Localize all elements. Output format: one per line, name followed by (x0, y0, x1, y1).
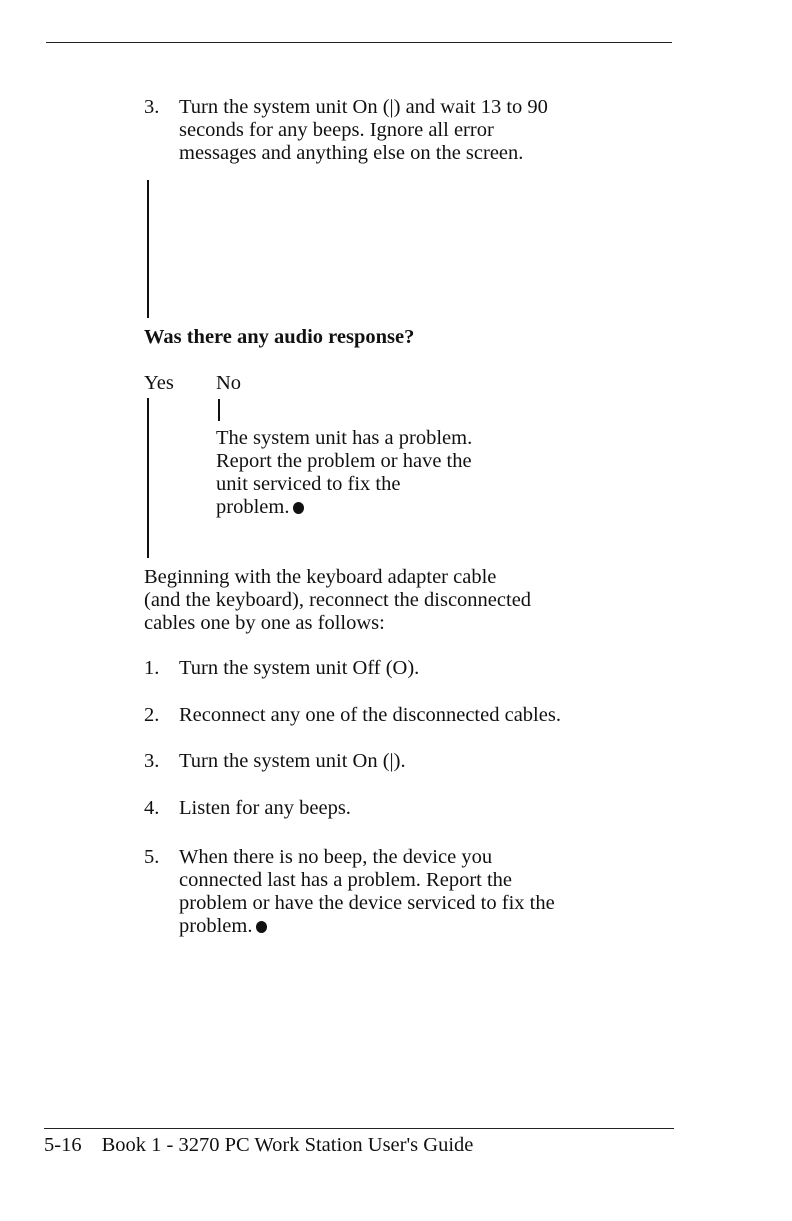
step-text: Turn the system unit Off (O). (179, 657, 420, 679)
no-branch-text (216, 427, 616, 519)
step-text-body: When there is no beep, the device you connected last has a problem. Report the problem or have the device serviced to fix the problem. (179, 846, 555, 937)
no-branch-message: The system unit has a problem. Report the problem or have the unit serviced to fix the problem. (216, 427, 473, 518)
step-number: 3. (144, 750, 160, 772)
step-number: 5. (144, 846, 160, 868)
step-text: Turn the system unit On (|). (179, 750, 406, 772)
step-text: Reconnect any one of the disconnected cables. (179, 704, 561, 726)
page-footer (44, 1134, 473, 1157)
book-title: Book 1 - 3270 PC Work Station User's Guide (101, 1134, 474, 1156)
step-number: 1. (144, 657, 160, 679)
answer-no-label: No (216, 372, 242, 394)
top-rule (46, 42, 672, 43)
end-bullet-icon (256, 921, 267, 933)
step-text (179, 846, 689, 938)
step-text: Listen for any beeps. (179, 797, 351, 819)
bottom-rule (44, 1128, 674, 1129)
step-number: 4. (144, 797, 160, 819)
page-number: 5-16 (44, 1134, 82, 1156)
no-branch-line (218, 399, 220, 421)
end-bullet-icon (293, 502, 304, 514)
answer-yes-label: Yes (144, 372, 174, 394)
flow-line (147, 180, 149, 318)
reconnect-intro: Beginning with the keyboard adapter cable (and the keyboard), reconnect the disconnected cables one by one as follows: (144, 566, 532, 634)
step-number: 2. (144, 704, 160, 726)
yes-branch-line (147, 398, 149, 558)
step-text: Turn the system unit On (|) and wait 13 to 90 seconds for any beeps. Ignore all error messages and anything else on the screen. (179, 96, 548, 164)
question-heading: Was there any audio response? (144, 326, 415, 348)
step-number: 3. (144, 96, 160, 118)
